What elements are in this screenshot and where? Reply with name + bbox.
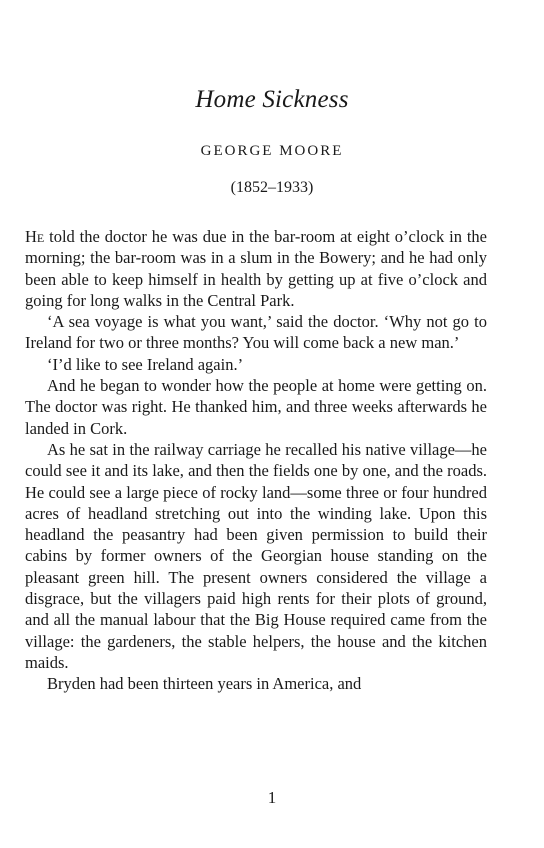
drop-lead: He [25,227,45,246]
story-body [25,226,487,695]
paragraph-2: ‘A sea voyage is what you want,’ said the doctor. ‘Why not go to Ireland for two or three months? You will come back a new man.’ [25,312,487,353]
paragraph-3: ‘I’d like to see Ireland again.’ [47,354,244,374]
story-title: Home Sickness [195,86,349,113]
page-number: 1 [267,788,277,807]
paragraph-6: Bryden had been thirteen years in America, and [47,674,362,694]
author-dates: (1852–1933) [230,179,314,196]
paragraph-4: And he began to wonder how the people at home were getting on. The doctor was right. He thanked him, and three weeks afterwards he landed in Cork. [25,376,487,438]
author-name: GEORGE MOORE [200,143,344,159]
paragraph-5: As he sat in the railway carriage he recalled his native village—he could see it and its lake, and then the fields one by one, and the roads. He could see a large piece of rocky land—some three or four hundred acres of headland stretching out into the winding lake. Upon this headland the peasantry had been given permission to build their cabins by former owners of the Georgian house standing on the pleasant green hill. The present owners considered the village a disgrace, but the villagers paid high rents for their plots of ground, and all the manual labour that the Big House required came from the village: the gardeners, the stable helpers, the house and the kitchen maids. [25,439,487,672]
paragraph-1 [25,226,487,311]
paragraph-text: told the doctor he was due in the bar-room at eight o’clock in the morning; the bar-room was in a slum in the Bowery; and he had only been able to keep himself in health by getting up at five o’clock and going for long walks in the Central Park. [25,227,487,310]
